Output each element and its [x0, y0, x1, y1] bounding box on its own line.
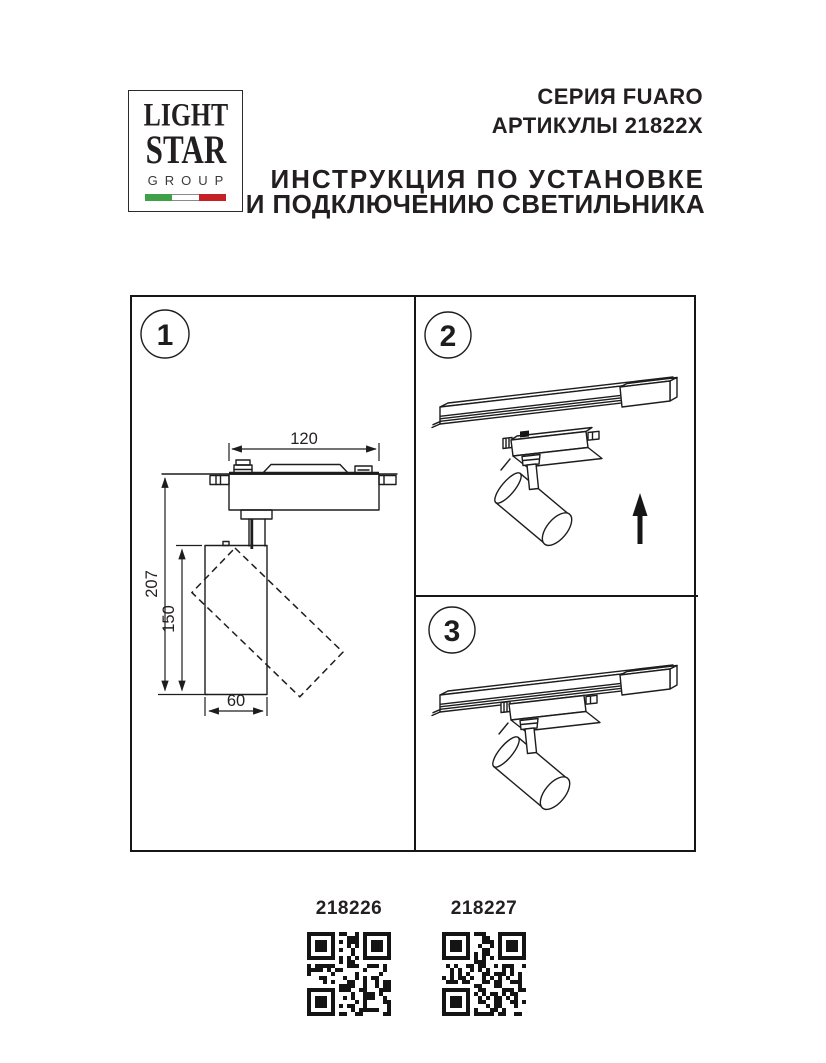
logo-word-group: GROUP [147, 173, 231, 188]
spotlight-fixture-drawing [488, 695, 600, 814]
spot-body-drawing [192, 542, 343, 697]
logo-word-star: STAR [145, 127, 226, 173]
step-1-number: 1 [156, 319, 174, 352]
article-code: 218227 [450, 898, 518, 919]
track-rail-drawing [432, 377, 677, 428]
flag-white [172, 194, 199, 201]
dim-body-height [160, 546, 202, 691]
svg-text:60: 60 [226, 692, 246, 710]
svg-text:207: 207 [143, 570, 161, 598]
dim-adapter-width [229, 430, 379, 461]
qr-code-218227 [442, 932, 526, 1016]
svg-text:120: 120 [290, 430, 318, 448]
articles-line: АРТИКУЛЫ 21822X [491, 113, 703, 138]
step-3-number: 3 [443, 615, 461, 648]
mounting-drawing [416, 297, 698, 595]
panel-1-dimensions [132, 297, 416, 850]
flag-green [145, 194, 172, 201]
panel-3-installed [416, 597, 698, 850]
svg-text:150: 150 [160, 605, 178, 633]
qr-code-218226 [307, 932, 391, 1016]
dimension-drawing [132, 297, 414, 850]
installed-drawing [416, 597, 698, 850]
spotlight-fixture-drawing [490, 428, 602, 551]
series-line: СЕРИЯ FUARO [537, 84, 703, 109]
page-title [245, 164, 705, 219]
article-code: 218226 [315, 898, 383, 919]
series-header [492, 82, 703, 140]
flag-red [199, 194, 226, 201]
diagram-grid [130, 295, 696, 852]
title-line-1: ИНСТРУКЦИЯ ПО УСТАНОВКЕ [270, 164, 705, 194]
panel-2-mounting [416, 297, 698, 597]
article-item-218226 [307, 899, 391, 1016]
article-item-218227 [442, 899, 526, 1016]
step-2-number: 2 [439, 320, 457, 353]
italian-flag-stripe [145, 194, 227, 201]
logo-word-light: LIGHT [143, 96, 228, 134]
dim-body-width [205, 692, 267, 716]
track-adapter-drawing [162, 460, 397, 549]
up-arrow-icon [633, 493, 648, 544]
lightstar-logo [128, 90, 243, 212]
title-line-2: И ПОДКЛЮЧЕНИЮ СВЕТИЛЬНИКА [245, 189, 705, 219]
